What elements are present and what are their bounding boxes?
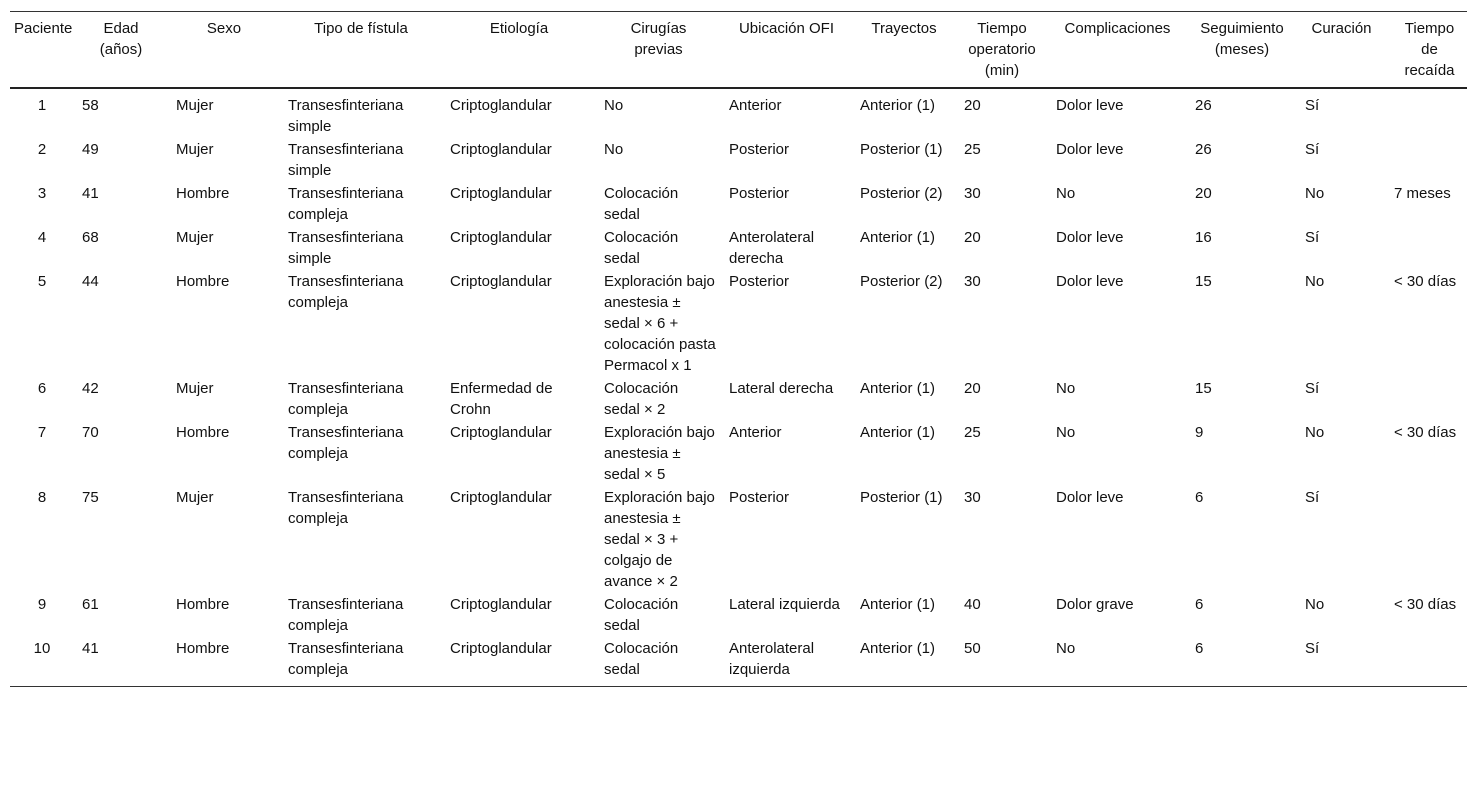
- header-cell: Paciente: [14, 20, 73, 37]
- table-cell: Mujer: [176, 229, 214, 246]
- header-cell: Edad (años): [99, 20, 143, 58]
- table-cell: 16: [1195, 229, 1212, 246]
- table-cell: 25: [964, 424, 981, 441]
- table-cell: Posterior: [729, 489, 790, 506]
- table-cell: 61: [82, 596, 99, 613]
- table-cell: Mujer: [176, 141, 214, 158]
- table-cell: 44: [82, 273, 99, 290]
- table-cell: 5: [37, 273, 47, 290]
- table-cell: 40: [964, 596, 981, 613]
- table-cell: Hombre: [176, 596, 230, 613]
- header-cell: Ubicación OFI: [738, 20, 835, 37]
- table-cell: Posterior: [729, 185, 790, 202]
- table-cell: Anterolateral derecha: [729, 229, 815, 267]
- table-cell: Dolor grave: [1056, 596, 1134, 613]
- table-cell: < 30 días: [1394, 424, 1457, 441]
- table-row: [10, 593, 1467, 637]
- table-cell: Anterior (1): [860, 380, 936, 397]
- table-cell: Mujer: [176, 97, 214, 114]
- table-cell: Criptoglandular: [450, 640, 552, 657]
- table-cell: Transesfinteriana simple: [288, 97, 404, 135]
- table-cell: [1386, 226, 1467, 270]
- table-cell: Posterior: [729, 273, 790, 290]
- table-cell: Transesfinteriana compleja: [288, 489, 404, 527]
- table-row: [10, 486, 1467, 593]
- table-cell: < 30 días: [1394, 273, 1457, 290]
- table-cell: 49: [82, 141, 99, 158]
- table-cell: Anterior (1): [860, 424, 936, 441]
- table-cell: 9: [37, 596, 47, 613]
- table-cell: Sí: [1305, 141, 1320, 158]
- table-row: [10, 421, 1467, 486]
- table-container: [10, 11, 1467, 687]
- table-cell: 30: [964, 489, 981, 506]
- table-cell: 25: [964, 141, 981, 158]
- table-cell: Colocación sedal: [604, 596, 679, 634]
- table-cell: 41: [82, 640, 99, 657]
- table-cell: Exploración bajo anestesia ± sedal × 6 + colocación pasta Permacol x 1: [604, 273, 716, 374]
- table-cell: No: [1305, 596, 1325, 613]
- table-cell: No: [604, 141, 624, 158]
- table-cell: Hombre: [176, 640, 230, 657]
- table-cell: Hombre: [176, 185, 230, 202]
- table-cell: 20: [964, 229, 981, 246]
- table-cell: Criptoglandular: [450, 273, 552, 290]
- table-row: [10, 88, 1467, 138]
- table-cell: Sí: [1305, 97, 1320, 114]
- table-cell: Posterior: [729, 141, 790, 158]
- table-row: [10, 226, 1467, 270]
- table-cell: 6: [37, 380, 47, 397]
- table-cell: 26: [1195, 141, 1212, 158]
- table-cell: 41: [82, 185, 99, 202]
- table-cell: Transesfinteriana simple: [288, 141, 404, 179]
- table-cell: Criptoglandular: [450, 424, 552, 441]
- table-cell: Transesfinteriana simple: [288, 229, 404, 267]
- table-cell: 10: [33, 640, 51, 657]
- table-cell: No: [1305, 424, 1325, 441]
- table-cell: 9: [1195, 424, 1204, 441]
- table-cell: Transesfinteriana compleja: [288, 380, 404, 418]
- table-cell: 7 meses: [1394, 185, 1451, 202]
- table-cell: 20: [1195, 185, 1212, 202]
- table-cell: Anterior (1): [860, 596, 936, 613]
- table-cell: 6: [1195, 596, 1204, 613]
- table-cell: < 30 días: [1394, 596, 1457, 613]
- table-cell: Mujer: [176, 489, 214, 506]
- header-cell: Tiempo de recaída: [1404, 20, 1455, 79]
- table-cell: Sí: [1305, 640, 1320, 657]
- table-row: [10, 270, 1467, 377]
- table-cell: Exploración bajo anestesia ± sedal × 5: [604, 424, 715, 483]
- table-cell: 6: [1195, 640, 1204, 657]
- table-cell: Sí: [1305, 229, 1320, 246]
- table-cell: 8: [37, 489, 47, 506]
- table-cell: [1386, 138, 1467, 182]
- table-cell: Dolor leve: [1056, 97, 1124, 114]
- table-cell: 15: [1195, 273, 1212, 290]
- table-cell: 1: [37, 97, 47, 114]
- table-cell: Colocación sedal × 2: [604, 380, 679, 418]
- header-row: [10, 12, 1467, 89]
- table-cell: Colocación sedal: [604, 185, 679, 223]
- table-cell: Posterior (1): [860, 141, 943, 158]
- header-cell: Sexo: [206, 20, 242, 37]
- table-cell: No: [1056, 185, 1076, 202]
- table-cell: Transesfinteriana compleja: [288, 185, 404, 223]
- table-cell: Mujer: [176, 380, 214, 397]
- table-body: [10, 88, 1467, 687]
- table-cell: Posterior (2): [860, 273, 943, 290]
- table-cell: Criptoglandular: [450, 185, 552, 202]
- table-cell: Lateral derecha: [729, 380, 834, 397]
- table-cell: Hombre: [176, 273, 230, 290]
- header-cell: Seguimiento (meses): [1200, 20, 1284, 58]
- table-cell: No: [1305, 273, 1325, 290]
- table-cell: Anterolateral izquierda: [729, 640, 815, 678]
- table-cell: No: [1305, 185, 1325, 202]
- table-cell: 30: [964, 273, 981, 290]
- table-cell: 26: [1195, 97, 1212, 114]
- table-cell: 50: [964, 640, 981, 657]
- table-cell: [1386, 377, 1467, 421]
- table-cell: 7: [37, 424, 47, 441]
- table-cell: Posterior (1): [860, 489, 943, 506]
- table-cell: Anterior: [729, 424, 782, 441]
- table-cell: Transesfinteriana compleja: [288, 596, 404, 634]
- table-cell: 15: [1195, 380, 1212, 397]
- table-cell: Anterior (1): [860, 97, 936, 114]
- header-cell: Tiempo operatorio (min): [968, 20, 1036, 79]
- header-cell: Curación: [1311, 20, 1372, 37]
- table-cell: 3: [37, 185, 47, 202]
- table-cell: Criptoglandular: [450, 596, 552, 613]
- table-cell: Colocación sedal: [604, 229, 679, 267]
- table-cell: Posterior (2): [860, 185, 943, 202]
- table-cell: Anterior (1): [860, 640, 936, 657]
- table-cell: Sí: [1305, 489, 1320, 506]
- table-row: [10, 377, 1467, 421]
- table-row: [10, 138, 1467, 182]
- header-cell: Cirugías previas: [630, 20, 687, 58]
- table-cell: 42: [82, 380, 99, 397]
- patients-table: [10, 11, 1467, 687]
- table-cell: Enfermedad de Crohn: [450, 380, 553, 418]
- table-cell: Criptoglandular: [450, 489, 552, 506]
- table-cell: 70: [82, 424, 99, 441]
- table-row: [10, 182, 1467, 226]
- table-cell: Anterior: [729, 97, 782, 114]
- header-cell: Etiología: [489, 20, 549, 37]
- table-cell: 68: [82, 229, 99, 246]
- table-cell: 20: [964, 97, 981, 114]
- table-cell: 58: [82, 97, 99, 114]
- header-cell: Complicaciones: [1064, 20, 1171, 37]
- table-cell: Dolor leve: [1056, 141, 1124, 158]
- table-cell: [1386, 88, 1467, 138]
- table-cell: Anterior (1): [860, 229, 936, 246]
- header-cell: Trayectos: [871, 20, 937, 37]
- table-cell: 75: [82, 489, 99, 506]
- table-cell: Sí: [1305, 380, 1320, 397]
- table-cell: Colocación sedal: [604, 640, 679, 678]
- table-cell: Transesfinteriana compleja: [288, 640, 404, 678]
- table-cell: Criptoglandular: [450, 97, 552, 114]
- table-cell: 6: [1195, 489, 1204, 506]
- table-cell: 4: [37, 229, 47, 246]
- table-cell: No: [1056, 640, 1076, 657]
- table-cell: Dolor leve: [1056, 229, 1124, 246]
- table-cell: 2: [37, 141, 47, 158]
- table-cell: No: [604, 97, 624, 114]
- table-cell: No: [1056, 424, 1076, 441]
- table-cell: Criptoglandular: [450, 229, 552, 246]
- table-cell: [1386, 637, 1467, 687]
- table-cell: 20: [964, 380, 981, 397]
- table-row: [10, 637, 1467, 687]
- header-cell: Tipo de fístula: [314, 20, 408, 37]
- table-cell: Transesfinteriana compleja: [288, 273, 404, 311]
- table-cell: Dolor leve: [1056, 489, 1124, 506]
- table-cell: Hombre: [176, 424, 230, 441]
- table-cell: No: [1056, 380, 1076, 397]
- table-cell: Criptoglandular: [450, 141, 552, 158]
- table-cell: Dolor leve: [1056, 273, 1124, 290]
- table-cell: Exploración bajo anestesia ± sedal × 3 + colgajo de avance × 2: [604, 489, 715, 590]
- table-cell: 30: [964, 185, 981, 202]
- table-cell: Lateral izquierda: [729, 596, 840, 613]
- table-cell: [1386, 486, 1467, 593]
- table-cell: Transesfinteriana compleja: [288, 424, 404, 462]
